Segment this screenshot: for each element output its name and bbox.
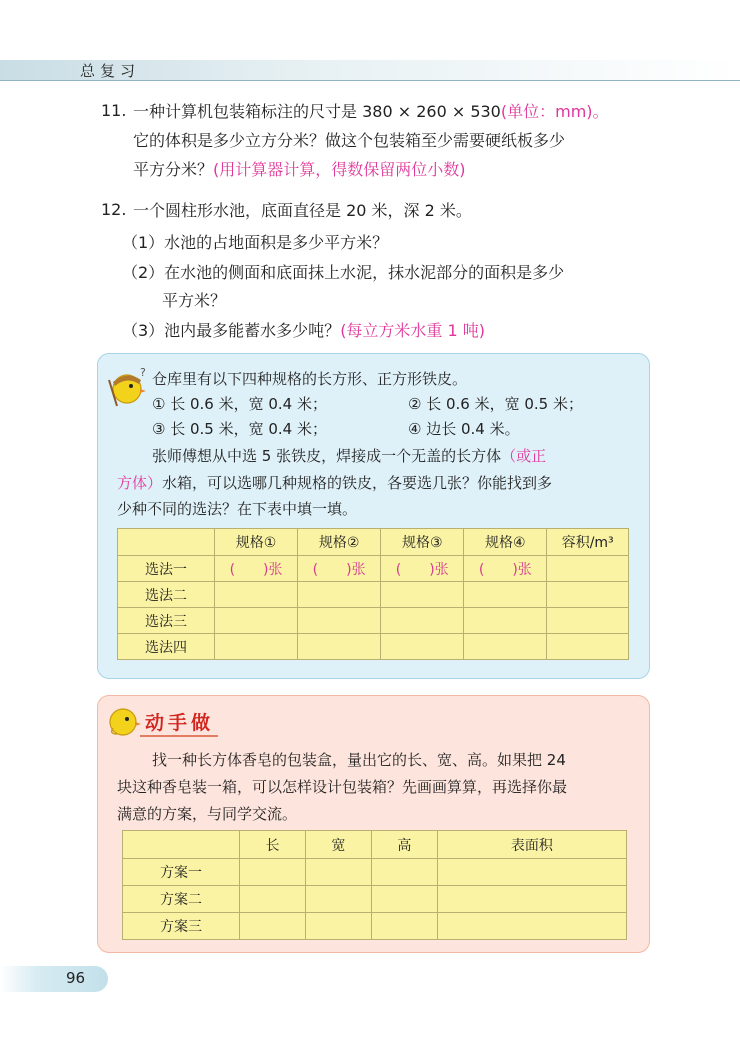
empty-cell[interactable] — [547, 634, 629, 660]
box1-para-line1-main: 张师傅想从中选 5 张铁皮，焊接成一个无盖的长方体 — [152, 447, 502, 465]
box1-para-line1 — [152, 443, 546, 470]
empty-cell[interactable] — [464, 582, 547, 608]
empty-cell[interactable] — [215, 582, 298, 608]
empty-cell[interactable] — [305, 886, 371, 913]
empty-cell[interactable] — [215, 634, 298, 660]
spec-2: ② 长 0.6 米，宽 0.5 米； — [408, 395, 583, 413]
spec-1: ① 长 0.6 米，宽 0.4 米； — [152, 395, 327, 413]
q11-line3 — [133, 155, 609, 184]
empty-cell[interactable] — [381, 634, 464, 660]
header-cell: 规格③ — [381, 529, 464, 556]
empty-cell[interactable] — [371, 886, 437, 913]
empty-cell[interactable] — [464, 634, 547, 660]
empty-cell[interactable] — [464, 608, 547, 634]
empty-cell[interactable] — [437, 886, 626, 913]
header-cell: 规格④ — [464, 529, 547, 556]
row-label: 方案三 — [123, 913, 240, 940]
blank-cell[interactable]: ( )张 — [464, 556, 547, 582]
empty-cell[interactable] — [240, 859, 306, 886]
svg-text:?: ? — [140, 366, 146, 379]
box1-para-line2-main: 水箱，可以选哪几种规格的铁皮，各要选几张？你能找到多 — [162, 474, 553, 492]
table-header-row — [123, 831, 627, 859]
hands-on-title: 动手做 — [145, 712, 215, 734]
box1-intro: 仓库里有以下四种规格的长方形、正方形铁皮。 — [152, 370, 468, 388]
row-label: 选法四 — [118, 634, 215, 660]
header-cell: 规格② — [298, 529, 381, 556]
empty-cell[interactable] — [371, 859, 437, 886]
title-underline — [140, 735, 218, 737]
box1-para-line3: 少种不同的选法？在下表中填一填。 — [117, 500, 358, 518]
q12-number: 12. — [101, 200, 127, 219]
empty-cell[interactable] — [371, 913, 437, 940]
empty-cell[interactable] — [298, 582, 381, 608]
section-title: 总复习 — [80, 62, 141, 80]
selection-table — [117, 528, 629, 660]
header-cell: 宽 — [305, 831, 371, 859]
box2-line1: 找一种长方体香皂的包装盒，量出它的长、宽、高。如果把 24 — [152, 751, 566, 769]
box1-para-note-a: （或正 — [501, 447, 547, 465]
empty-cell[interactable] — [305, 859, 371, 886]
empty-cell[interactable] — [215, 608, 298, 634]
spec-4: ④ 边长 0.4 米。 — [408, 420, 520, 438]
q12-part1: （1）水池的占地面积是多少平方米？ — [122, 233, 389, 252]
table-row — [123, 913, 627, 940]
q12-part2-cont: 平方米？ — [162, 291, 227, 310]
empty-cell[interactable] — [381, 582, 464, 608]
empty-cell[interactable] — [437, 913, 626, 940]
volume-cell[interactable] — [547, 556, 629, 582]
empty-cell[interactable] — [437, 859, 626, 886]
chick-icon — [103, 700, 143, 740]
header-cell: 规格① — [215, 529, 298, 556]
table-row — [118, 634, 629, 660]
header-cell: 表面积 — [437, 831, 626, 859]
thinking-chick-icon — [103, 362, 149, 408]
header-cell: 容积/m³ — [547, 529, 629, 556]
table-row — [118, 608, 629, 634]
q11-text — [133, 97, 609, 184]
row-label: 选法一 — [118, 556, 215, 582]
table-row — [118, 556, 629, 582]
box2-line2: 块这种香皂装一箱，可以怎样设计包装箱？先画画算算，再选择你最 — [117, 778, 568, 796]
q12-weight-note: (每立方米水重 1 吨) — [340, 321, 486, 340]
blank-cell[interactable]: ( )张 — [215, 556, 298, 582]
q11-line1 — [133, 97, 609, 126]
empty-cell[interactable] — [547, 582, 629, 608]
empty-cell[interactable] — [240, 886, 306, 913]
design-table — [122, 830, 627, 940]
q11-unit-note: (单位：mm)。 — [500, 102, 609, 121]
q11-line1-main: 一种计算机包装箱标注的尺寸是 380 × 260 × 530 — [133, 102, 501, 121]
page-number-tab — [0, 966, 108, 992]
spec-3: ③ 长 0.5 米，宽 0.4 米； — [152, 420, 327, 438]
header-cell: 长 — [240, 831, 306, 859]
q11-number: 11. — [101, 101, 127, 120]
q12-line1: 一个圆柱形水池，底面直径是 20 米，深 2 米。 — [133, 201, 472, 220]
empty-cell[interactable] — [298, 634, 381, 660]
row-label: 方案一 — [123, 859, 240, 886]
page-number: 96 — [66, 969, 86, 987]
blank-cell[interactable]: ( )张 — [381, 556, 464, 582]
q12-part3 — [122, 316, 485, 345]
header-cell: 高 — [371, 831, 437, 859]
header-cell — [118, 529, 215, 556]
q11-line3-main: 平方分米？ — [133, 160, 214, 179]
page-header — [0, 50, 740, 84]
empty-cell[interactable] — [240, 913, 306, 940]
table-row — [123, 859, 627, 886]
row-label: 选法三 — [118, 608, 215, 634]
box1-para-line2 — [117, 470, 552, 497]
box2-line3: 满意的方案，与同学交流。 — [117, 805, 298, 823]
blank-cell[interactable]: ( )张 — [298, 556, 381, 582]
q12-part2: （2）在水池的侧面和底面抹上水泥，抹水泥部分的面积是多少 — [122, 263, 565, 282]
box1-para-note-b: 方体） — [117, 474, 163, 492]
table-row — [118, 582, 629, 608]
header-cell — [123, 831, 240, 859]
row-label: 方案二 — [123, 886, 240, 913]
empty-cell[interactable] — [381, 608, 464, 634]
empty-cell[interactable] — [305, 913, 371, 940]
table-row — [123, 886, 627, 913]
q11-calc-note: (用计算器计算，得数保留两位小数) — [213, 160, 466, 179]
q12-part3-main: （3）池内最多能蓄水多少吨？ — [122, 321, 341, 340]
table-header-row — [118, 529, 629, 556]
empty-cell[interactable] — [547, 608, 629, 634]
row-label: 选法二 — [118, 582, 215, 608]
q11-line2: 它的体积是多少立方分米？做这个包装箱至少需要硬纸板多少 — [133, 131, 566, 150]
empty-cell[interactable] — [298, 608, 381, 634]
